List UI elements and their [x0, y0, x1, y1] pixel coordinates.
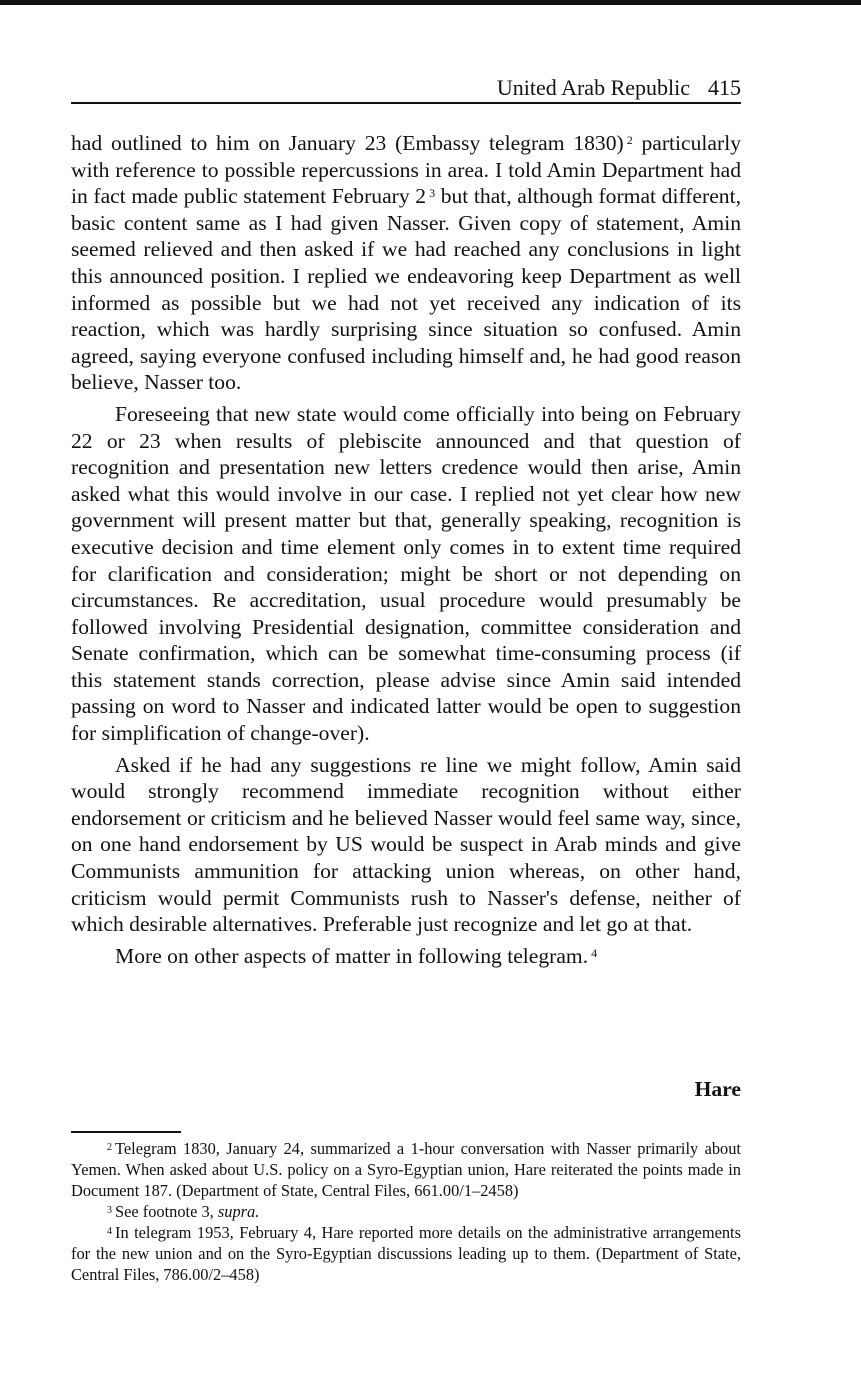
paragraph-4	[71, 943, 741, 970]
paragraph-4-text: More on other aspects of matter in following telegram.	[115, 943, 589, 968]
footnote-3-italic: supra.	[217, 1202, 260, 1221]
top-border	[0, 0, 861, 5]
footnote-3-number: 3	[107, 1205, 112, 1216]
paragraph-1-text-b: particularly with reference to possible repercussions in area. I told Amin Department had in fact made public statement February 2	[71, 131, 741, 209]
paragraph-1-text-a: had outlined to him on January 23 (Embassy telegram 1830)	[71, 131, 624, 155]
footnote-3	[71, 1201, 741, 1222]
footnote-4	[71, 1222, 741, 1285]
running-title: United Arab Republic	[496, 75, 690, 100]
paragraph-1	[71, 130, 741, 396]
footnote-2-text: Telegram 1830, January 24, summarized a 1-hour conversation with Nasser primarily about Yemen. When asked about U.S. policy on a Syro-Egyptian union, Hare reiterated the points made in Document 187. (Department of State, Central Files, 661.00/1–2458)	[71, 1139, 741, 1200]
footnote-ref-2: 2	[626, 133, 633, 147]
footnote-2-number: 2	[107, 1142, 112, 1153]
paragraph-3: Asked if he had any suggestions re line we might follow, Amin said would strongly recommend immediate recognition without either endorsement or criticism and he believed Nasser would feel same way, since, on one hand endorsement by US would be suspect in Arab minds and give Communists ammunition for attacking union whereas, on other hand, criticism would permit Communists rush to Nasser's defense, neither of which desirable alternatives. Preferable just recognize and let go at that.	[71, 752, 741, 937]
footnote-2	[71, 1138, 741, 1201]
document-body	[71, 130, 741, 969]
page-number: 415	[708, 75, 741, 100]
footnote-ref-3: 3	[429, 186, 436, 201]
footnote-3-text: See footnote 3,	[115, 1202, 218, 1221]
footnote-4-text: In telegram 1953, February 4, Hare reported more details on the administrative arrangements for the new union and on the Syro-Egyptian discussions leading up to them. (Department of State, Central Files, 786.00/2–458)	[71, 1223, 741, 1284]
running-header	[71, 76, 741, 104]
footnote-divider	[71, 1131, 181, 1133]
paragraph-2: Foreseeing that new state would come officially into being on February 22 or 23 when results of plebiscite announced and that question of recognition and presentation new letters credence would then arise, Amin asked what this would involve in our case. I replied not yet clear how new government will present matter but that, generally speaking, recognition is executive decision and time element only comes in to extent time required for clarification and consideration; might be short or not depending on circumstances. Re accreditation, usual procedure would presumably be followed involving Presidential designation, committee consideration and Senate confirmation, which can be somewhat time-consuming process (if this statement stands correction, please advise since Amin said intended passing on word to Nasser and indicated latter would be open to suggestion for simplification of change-over).	[71, 401, 741, 746]
footnotes	[71, 1138, 741, 1285]
signature: Hare	[694, 1077, 741, 1101]
paragraph-1-text-c: but that, although format different, basic content same as I had given Nasser. Given copy of statement, Amin seemed relieved and then asked if we had reached any conclusions in light this announced position. I replied we endeavoring keep Department as well informed as possible but we had not yet received any indication of its reaction, which was hardly surprising since situation so confused. Amin agreed, saying everyone confused including himself and, he had good reason believe, Nasser too.	[71, 184, 741, 395]
footnote-4-number: 4	[107, 1226, 112, 1237]
footnote-ref-4: 4	[591, 945, 598, 960]
